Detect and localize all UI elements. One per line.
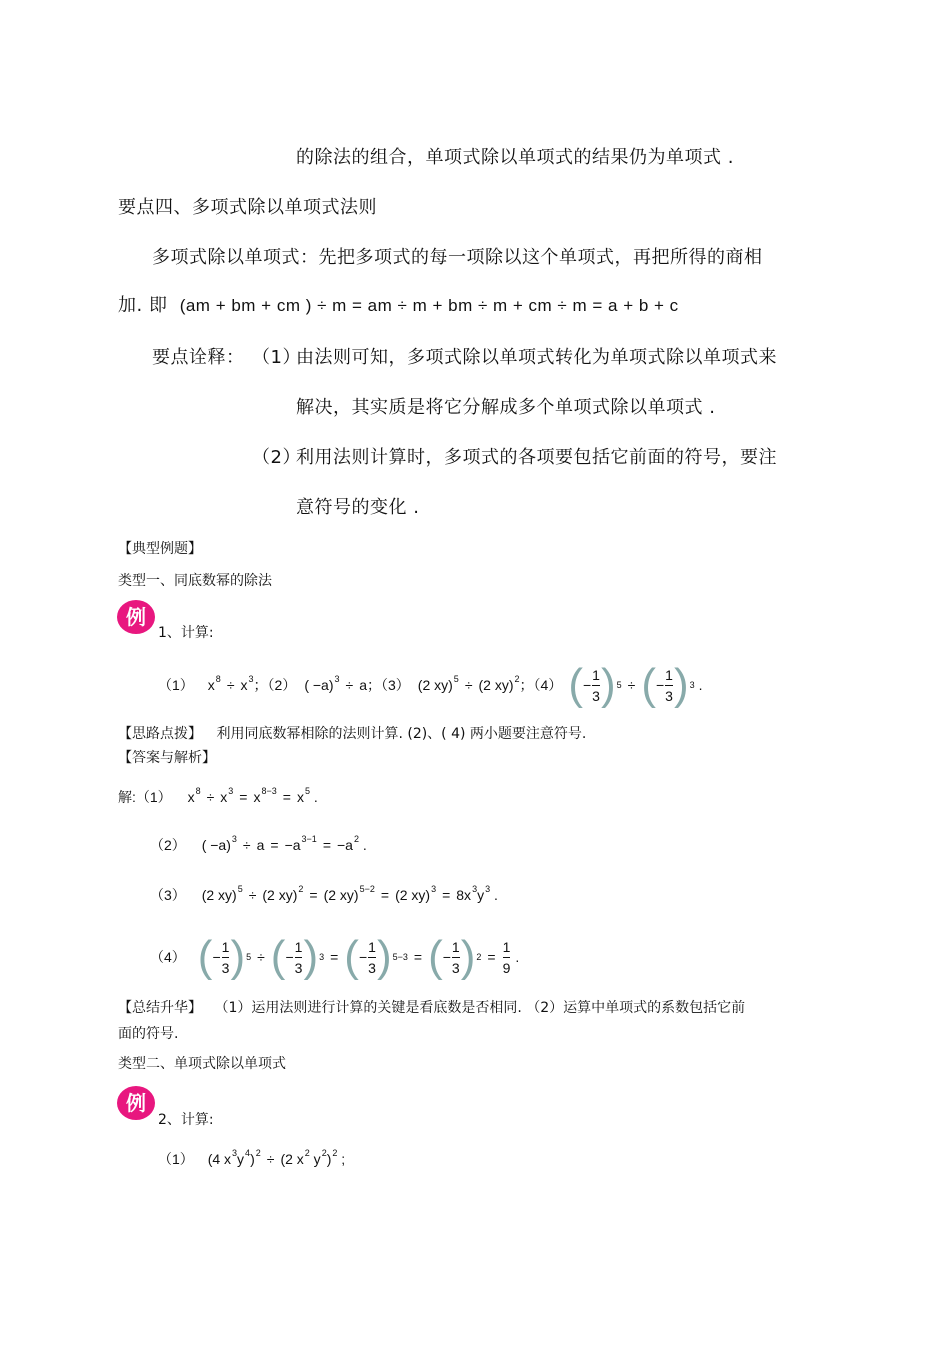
note1-line2: 解决，其实质是将它分解成多个单项式除以单项式 . bbox=[296, 397, 716, 418]
ex1-part1-label: （1） bbox=[158, 677, 194, 693]
summary-text: （1）运用法则进行计算的关键是看底数是否相同. （2）运算中单项式的系数包括它前 bbox=[214, 1000, 746, 1016]
intro-line: 的除法的组合，单项式除以单项式的结果仍为单项式 . bbox=[296, 147, 734, 168]
summary-line-2: 面的符号. bbox=[118, 1026, 179, 1042]
note-label: 要点诠释： bbox=[152, 347, 245, 368]
ex1-items: （1） $x^8 \div x^3$ ；（2） ( −a)$^3$ ÷ a ；（3） (2 xy)$^5$ ÷ (2 xy)$^2$ ；（4） ( − $\frac{1}{3}$ ) 5 ÷ ( − $\frac{1}{3}$ ) 3 . bbox=[158, 660, 703, 709]
examples-header: 【典型例题】 bbox=[118, 541, 202, 557]
type1-heading: 类型一、同底数幂的除法 bbox=[118, 573, 272, 589]
badge-text: 例 bbox=[126, 605, 146, 629]
type2-heading: 类型二、单项式除以单项式 bbox=[118, 1056, 286, 1072]
summary-label: 【总结升华】 bbox=[118, 1000, 202, 1016]
example-badge-icon-2 bbox=[116, 1083, 158, 1127]
ex1-part3-label: ；（3） bbox=[367, 677, 410, 693]
rule-line-1: 多项式除以单项式：先把多项式的每一项除以这个单项式，再把所得的商相 bbox=[152, 247, 763, 268]
summary-line-1 bbox=[118, 997, 745, 1017]
solution-3: （3） (2 xy)$^5$ ÷ (2 xy)$^2$ = (2 xy)$^{5-2}$ = (2 $xy)^3 = 8x^3y^3$ . bbox=[150, 884, 498, 903]
solution-1: 解:（1） $x^8 \div x^3 = x^{8-3} = x^5$ . bbox=[118, 786, 318, 805]
ex1-part2-label: ；（2） bbox=[253, 677, 297, 693]
rule-line-2 bbox=[118, 291, 679, 317]
note2-line2: 意符号的变化 . bbox=[296, 497, 420, 518]
sol1-label: 解:（1） bbox=[118, 789, 172, 805]
hint-label: 【思路点拨】 bbox=[118, 726, 202, 742]
solution-2: （2） ( $-a)^3 \div a = -a^{3-1} = -a^2$ . bbox=[150, 834, 367, 853]
example-badge-icon bbox=[116, 597, 158, 641]
ex2-item-1: （1） (4 $x^3y^4)^2 \div (2$ $x^2$ $y^2)^2$ ; bbox=[158, 1148, 346, 1167]
solution-4: （4） ( − $\frac{1}{3}$ ) 5 ÷ ( − $\frac{1}{3}$ ) 3 = ( − $\frac{1}{3}$ ) 5−3 = ( − $\frac{1}{3}$ ) 2 = $\frac{1}{9}$ . bbox=[150, 932, 520, 981]
answer-label: 【答案与解析】 bbox=[118, 750, 216, 766]
rule-prefix: 加. 即 bbox=[118, 295, 168, 316]
ex1-title: 1、计算: bbox=[158, 625, 214, 641]
sol2-label: （2） bbox=[150, 837, 186, 853]
note2-num: （2） bbox=[252, 447, 301, 468]
hint-text: 利用同底数幂相除的法则计算. (2)、( 4) 两小题要注意符号. bbox=[216, 726, 587, 742]
sol4-label: （4） bbox=[150, 949, 186, 965]
note1-line1: 由法则可知，多项式除以单项式转化为单项式除以单项式来 bbox=[296, 347, 777, 368]
ex2-title: 2、计算: bbox=[158, 1112, 214, 1128]
sol3-label: （3） bbox=[150, 887, 186, 903]
badge-text-2: 例 bbox=[126, 1091, 146, 1115]
ex1-part4-label: ；（4） bbox=[519, 677, 563, 693]
note1-num: （1） bbox=[252, 347, 301, 368]
ex2-part1-label: （1） bbox=[158, 1151, 194, 1167]
note2-line1: 利用法则计算时，多项式的各项要包括它前面的符号，要注 bbox=[296, 447, 777, 468]
hint-line bbox=[118, 723, 586, 743]
rule-formula: (am + bm + cm ) ÷ m = am ÷ m + bm ÷ m + cm ÷ m = a + b + c bbox=[179, 296, 679, 315]
section-heading: 要点四、多项式除以单项式法则 bbox=[118, 197, 377, 218]
